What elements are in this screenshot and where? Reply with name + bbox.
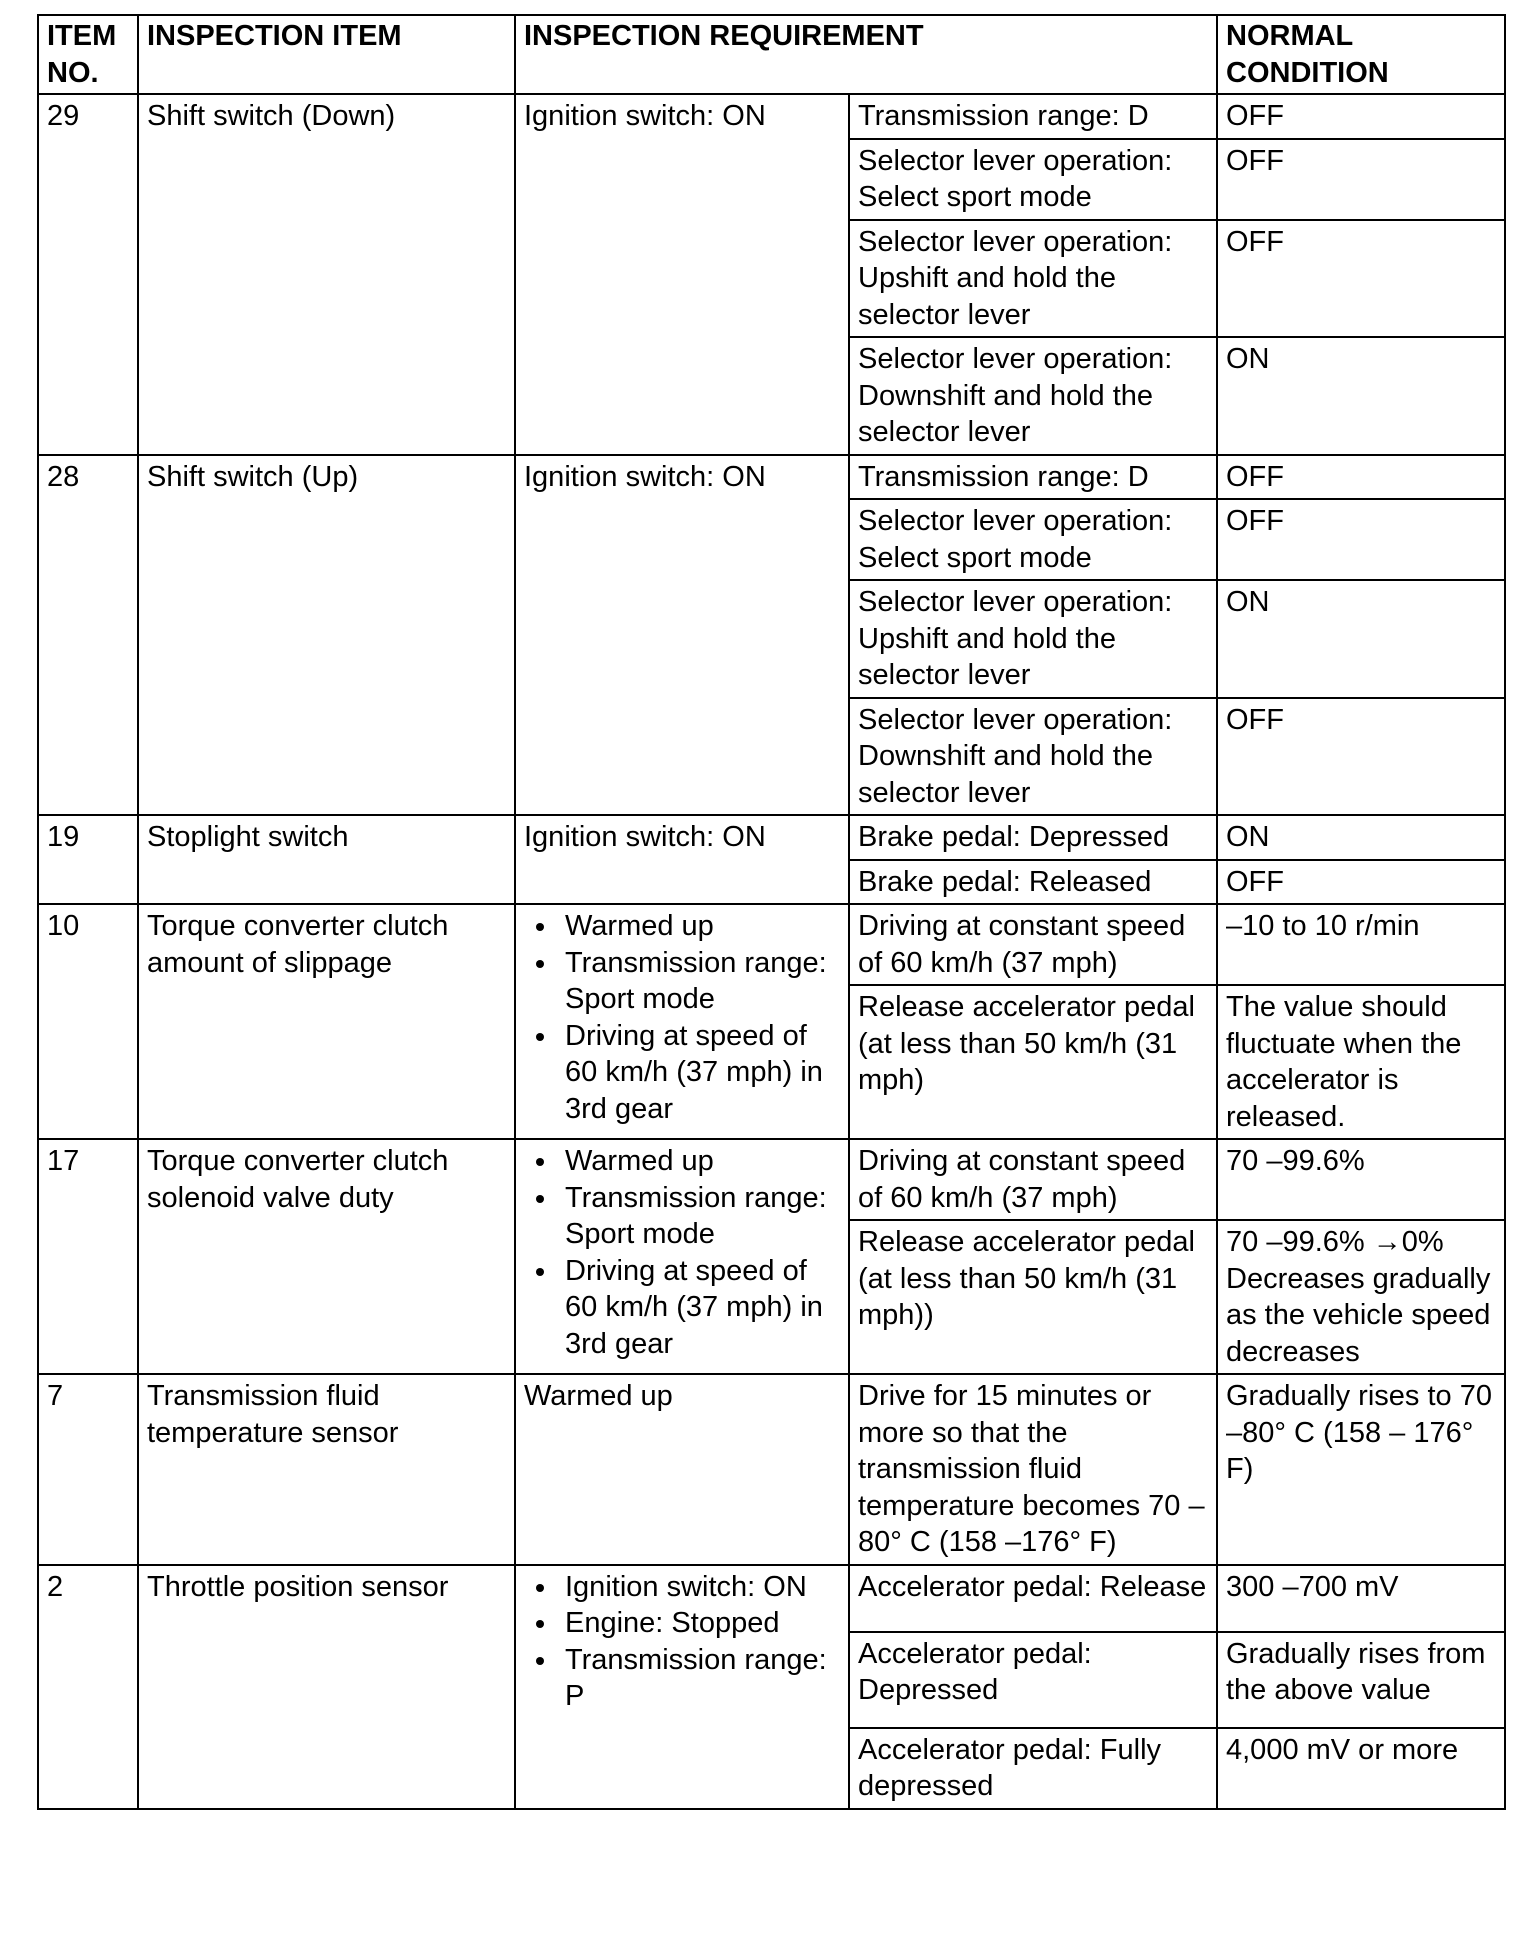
table-row (38, 94, 1505, 139)
requirement-list (532, 1143, 842, 1362)
header-normal-condition: NORMAL CONDITION (1217, 15, 1505, 94)
table-row (38, 904, 1505, 985)
requirement-list (532, 908, 842, 1127)
normal-condition: –10 to 10 r/min (1217, 904, 1505, 985)
normal-condition: Gradually rises to 70 –80° C (158 – 176° F) (1217, 1374, 1505, 1565)
requirement-list-item: Transmission range: P (532, 1642, 842, 1715)
inspection-condition: Brake pedal: Depressed (849, 815, 1217, 860)
normal-condition: OFF (1217, 455, 1505, 500)
inspection-condition: Accelerator pedal: Release (849, 1565, 1217, 1632)
inspection-requirement (515, 455, 849, 816)
inspection-condition: Transmission range: D (849, 455, 1217, 500)
inspection-condition: Brake pedal: Released (849, 860, 1217, 905)
normal-condition: OFF (1217, 220, 1505, 338)
normal-condition: OFF (1217, 139, 1505, 220)
header-item-no: ITEM NO. (38, 15, 138, 94)
item-number: 2 (38, 1565, 138, 1809)
inspection-requirement (515, 1374, 849, 1565)
requirement-text: Ignition switch: ON (524, 100, 766, 132)
normal-condition: 4,000 mV or more (1217, 1728, 1505, 1809)
inspection-condition: Selector lever operation: Downshift and hold the selector lever (849, 337, 1217, 455)
requirement-text: Ignition switch: ON (524, 460, 766, 493)
normal-condition: Gradually rises from the above value (1217, 1632, 1505, 1728)
inspection-condition: Transmission range: D (849, 94, 1217, 139)
normal-condition: OFF (1217, 698, 1505, 816)
item-number: 29 (38, 94, 138, 455)
requirement-text: Ignition switch: ON (524, 821, 766, 853)
header-inspection-item: INSPECTION ITEM (138, 15, 515, 94)
normal-condition: ON (1217, 815, 1505, 860)
item-number: 17 (38, 1139, 138, 1374)
requirement-list-item: Engine: Stopped (532, 1605, 842, 1642)
table-row (38, 1565, 1505, 1632)
normal-condition: 70 –99.6% →0% Decreases gradually as the vehicle speed decreases (1217, 1220, 1505, 1374)
normal-condition: OFF (1217, 94, 1505, 139)
inspection-condition: Release accelerator pedal (at less than 50 km/h (31 mph)) (849, 1220, 1217, 1374)
inspection-item: Stoplight switch (138, 815, 515, 904)
inspection-condition: Driving at constant speed of 60 km/h (37 mph) (849, 1139, 1217, 1220)
header-inspection-requirement: INSPECTION REQUIREMENT (515, 15, 1217, 94)
inspection-requirement (515, 815, 849, 904)
item-number: 7 (38, 1374, 138, 1565)
table-body (38, 94, 1505, 1809)
normal-condition: ON (1217, 580, 1505, 698)
table-row (38, 1139, 1505, 1220)
item-number: 10 (38, 904, 138, 1139)
inspection-condition: Selector lever operation: Select sport mode (849, 139, 1217, 220)
inspection-condition: Selector lever operation: Downshift and hold the selector lever (849, 698, 1217, 816)
inspection-requirement (515, 94, 849, 455)
requirement-list-item: Ignition switch: ON (532, 1569, 842, 1606)
inspection-requirement (515, 904, 849, 1139)
requirement-list-item: Transmission range: Sport mode (532, 945, 842, 1018)
normal-condition: OFF (1217, 860, 1505, 905)
table-row (38, 1374, 1505, 1565)
inspection-item: Shift switch (Down) (138, 94, 515, 455)
requirement-list (532, 1569, 842, 1715)
inspection-condition: Drive for 15 minutes or more so that the transmission fluid temperature becomes 70 –80° C (158 –176° F) (849, 1374, 1217, 1565)
item-number: 19 (38, 815, 138, 904)
normal-condition: 300 –700 mV (1217, 1565, 1505, 1632)
inspection-condition: Accelerator pedal: Fully depressed (849, 1728, 1217, 1809)
requirement-list-item: Warmed up (532, 1143, 842, 1180)
requirement-list-item: Warmed up (532, 908, 842, 945)
inspection-condition: Selector lever operation: Upshift and hold the selector lever (849, 220, 1217, 338)
requirement-list-item: Transmission range: Sport mode (532, 1180, 842, 1253)
inspection-item: Shift switch (Up) (138, 455, 515, 816)
requirement-text: Warmed up (524, 1380, 673, 1412)
inspection-requirement (515, 1139, 849, 1374)
normal-condition: OFF (1217, 499, 1505, 580)
requirement-list-item: Driving at speed of 60 km/h (37 mph) in 3rd gear (532, 1253, 842, 1363)
inspection-item: Throttle position sensor (138, 1565, 515, 1809)
inspection-item: Transmission fluid temperature sensor (138, 1374, 515, 1565)
inspection-item: Torque converter clutch solenoid valve duty (138, 1139, 515, 1374)
normal-condition: ON (1217, 337, 1505, 455)
requirement-list-item: Driving at speed of 60 km/h (37 mph) in 3rd gear (532, 1018, 842, 1128)
normal-condition: 70 –99.6% (1217, 1139, 1505, 1220)
normal-condition: The value should fluctuate when the accelerator is released. (1217, 985, 1505, 1139)
inspection-requirement (515, 1565, 849, 1809)
item-number: 28 (38, 455, 138, 816)
inspection-table (37, 14, 1506, 1810)
inspection-condition: Driving at constant speed of 60 km/h (37 mph) (849, 904, 1217, 985)
inspection-condition: Selector lever operation: Upshift and hold the selector lever (849, 580, 1217, 698)
table-row (38, 455, 1505, 500)
header-row (38, 15, 1505, 94)
table-row (38, 815, 1505, 860)
inspection-item: Torque converter clutch amount of slippage (138, 904, 515, 1139)
inspection-condition: Selector lever operation: Select sport mode (849, 499, 1217, 580)
inspection-condition: Accelerator pedal: Depressed (849, 1632, 1217, 1728)
inspection-condition: Release accelerator pedal (at less than 50 km/h (31 mph) (849, 985, 1217, 1139)
